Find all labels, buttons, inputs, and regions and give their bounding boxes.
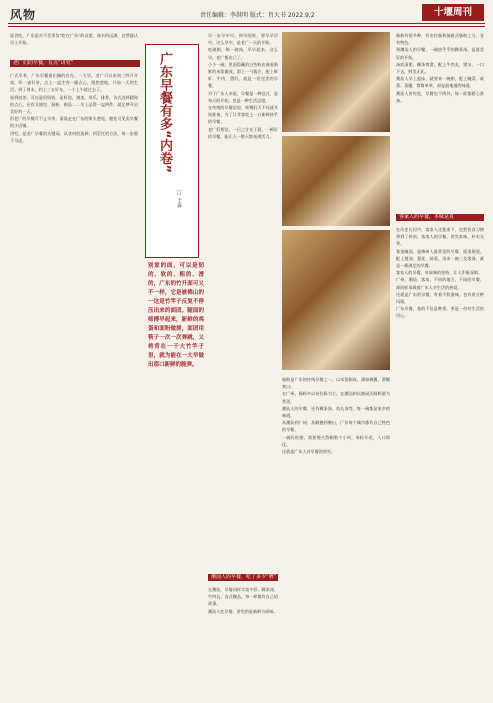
header-rule-thin [8,26,485,27]
body-column-4: 肠粉有很多种，有布拉肠和抽屉式肠粉之分，各有特色。 到潮汕人的早餐，一碗热乎乎的粿条汤，是最美好的开始。 汤底清甜，粿条爽滑，配上牛肉丸、猪杂，一口下去，鲜美无比。 潮汕人早上起床，就要来一碗粥，配上腌菜、咸蛋、菜脯，简简单单，却是最地道的味道。 潮汕人讲究吃，早餐也不例外，每一样都精心准备。 [396,33,484,103]
section-label: 风物 [10,8,37,22]
body-column-1: 广式早茶，广东早餐最出圈的存在。一大早，老广可以来到三四开开席，叫一壶好茶，点上一盅生肉一碟点心，慢悠悠地，开始一天的生活。到了周末，约上三五好友，一个上午就过去了。 说到叹茶，可以是妈妈奶，是虾饺，烧卖，凤爪，排骨，各式各样精致的点心，还有叉烧包、肠粉、粥品……早上品得一盅两件，就足够开启美好的一天。 但老广的早餐可不止早茶。清晨走在广东的街头巷尾，随处可见卖早餐的小店铺。 讲究，是老广早餐的关键词。从食材的选择，到烹饪的方法，每一步都不马虎。 [10,73,138,143]
subhead-3: 客家人的早餐，本味是真 [396,214,484,221]
body-column-1-intro: 说食吃，广东是对不会辜负“吃在广东”的众望，汤水的远湖，自然能认早上开始。 [10,33,138,46]
body-column-3: 肠粉是广东的传统早餐之一，以米浆制成，薄如蝉翼，滑嫩爽口。 在广州，肠粉多以布拉肠为主，在潮汕则以抽屉式肠粉最为常见。 潮汕人的早餐，还有粿条汤、鱼丸汤等，每一碗都是家乡的味道。 从潮汕到广州，从顺德到佛山，广东每个城市都有自己特色的早餐。 一碗好的粥，需要慢火熬制数个小时，米粒开花，入口即化。 这就是广东人对早餐的讲究。 [282,377,390,455]
body-column-2: 早一步早中早，到早的时，要早早早中，这么早中，是老广一天的开始。 吃碗粥，喝一碗汤，早早起来，这么早，老广都出门了。 小小一碗，里面隐藏的白色粉皮被看新鲜的米浆做成，滑上一勺酱汁，配上鲜虾、牛肉、猪肝，就是一份完美的早餐。 对于广东人来说，早餐是一种仪式，是每天的开始，也是一种生活态度。 在传统的早餐店里，师傅们天不亮就开始准备，为了让食客吃上一口新鲜热乎的早餐。 老广们相信，一日之计在于晨，一顿好的早餐，能让人一整天都充满活力。 [208,33,278,139]
pull-quote: 别家的面，可以是韧的、软的、粗的、滑的，广东的竹升面可又不一样，它是被佛山的一这是竹竿子反复不停压出来的面团。随面的师傅早起来，新鲜的鸡蛋和面粉做搓，面团用筷子一次一次弹跳，又将背在一千大竹竿子里，就为能在一大早做出那口新鲜的脆弹。 [148,263,204,368]
article-title: 广东早餐有多“内卷” [157,52,172,174]
food-photo-top [282,32,390,132]
body-column-2b: 在潮汕，早餐同样丰富多彩。粿条汤、牛肉丸、各式粿品，每一样都有自己的故事。 潮汕人吃早餐，讲究的是新鲜与原味。 [208,587,278,614]
publication-logo: 十堰周刊 [422,4,484,21]
author-byline: □ 王淼 [176,190,182,208]
page-meta: 责任编辑：李洪明 版式：肖大书 2022.9.2 [200,12,315,19]
subhead-2: 潮汕人的早餐，吃了多少“牌” [208,574,278,581]
food-photo-middle [282,136,390,226]
body-column-4b: 在历史长河中，客家人迁徙南下，也把饮食习惯带到了岭南。客家人的早餐，讲究本味，朴实无华。 客家腌面，是梅州人最常见的早餐。面条筋道，配上猪油、葱花、蒜蓉，再来一碗三及第汤，就是一顿满足的早餐。 客家人的早餐，对原味的坚持，让人印象深刻。 广州、潮汕、客家，不同的地方，不同的早餐，却同样承载着广东人对生活的热爱。 这就是广东的早餐，有着千般滋味，也有着万种风情。 广东早餐，卷的不仅是种类，更是一份对生活的用心。 [396,227,484,319]
food-photo-bottom [282,230,390,370]
header-rule [8,23,485,24]
subhead-1: 老广们的早餐，有点“讲究” [10,60,140,67]
